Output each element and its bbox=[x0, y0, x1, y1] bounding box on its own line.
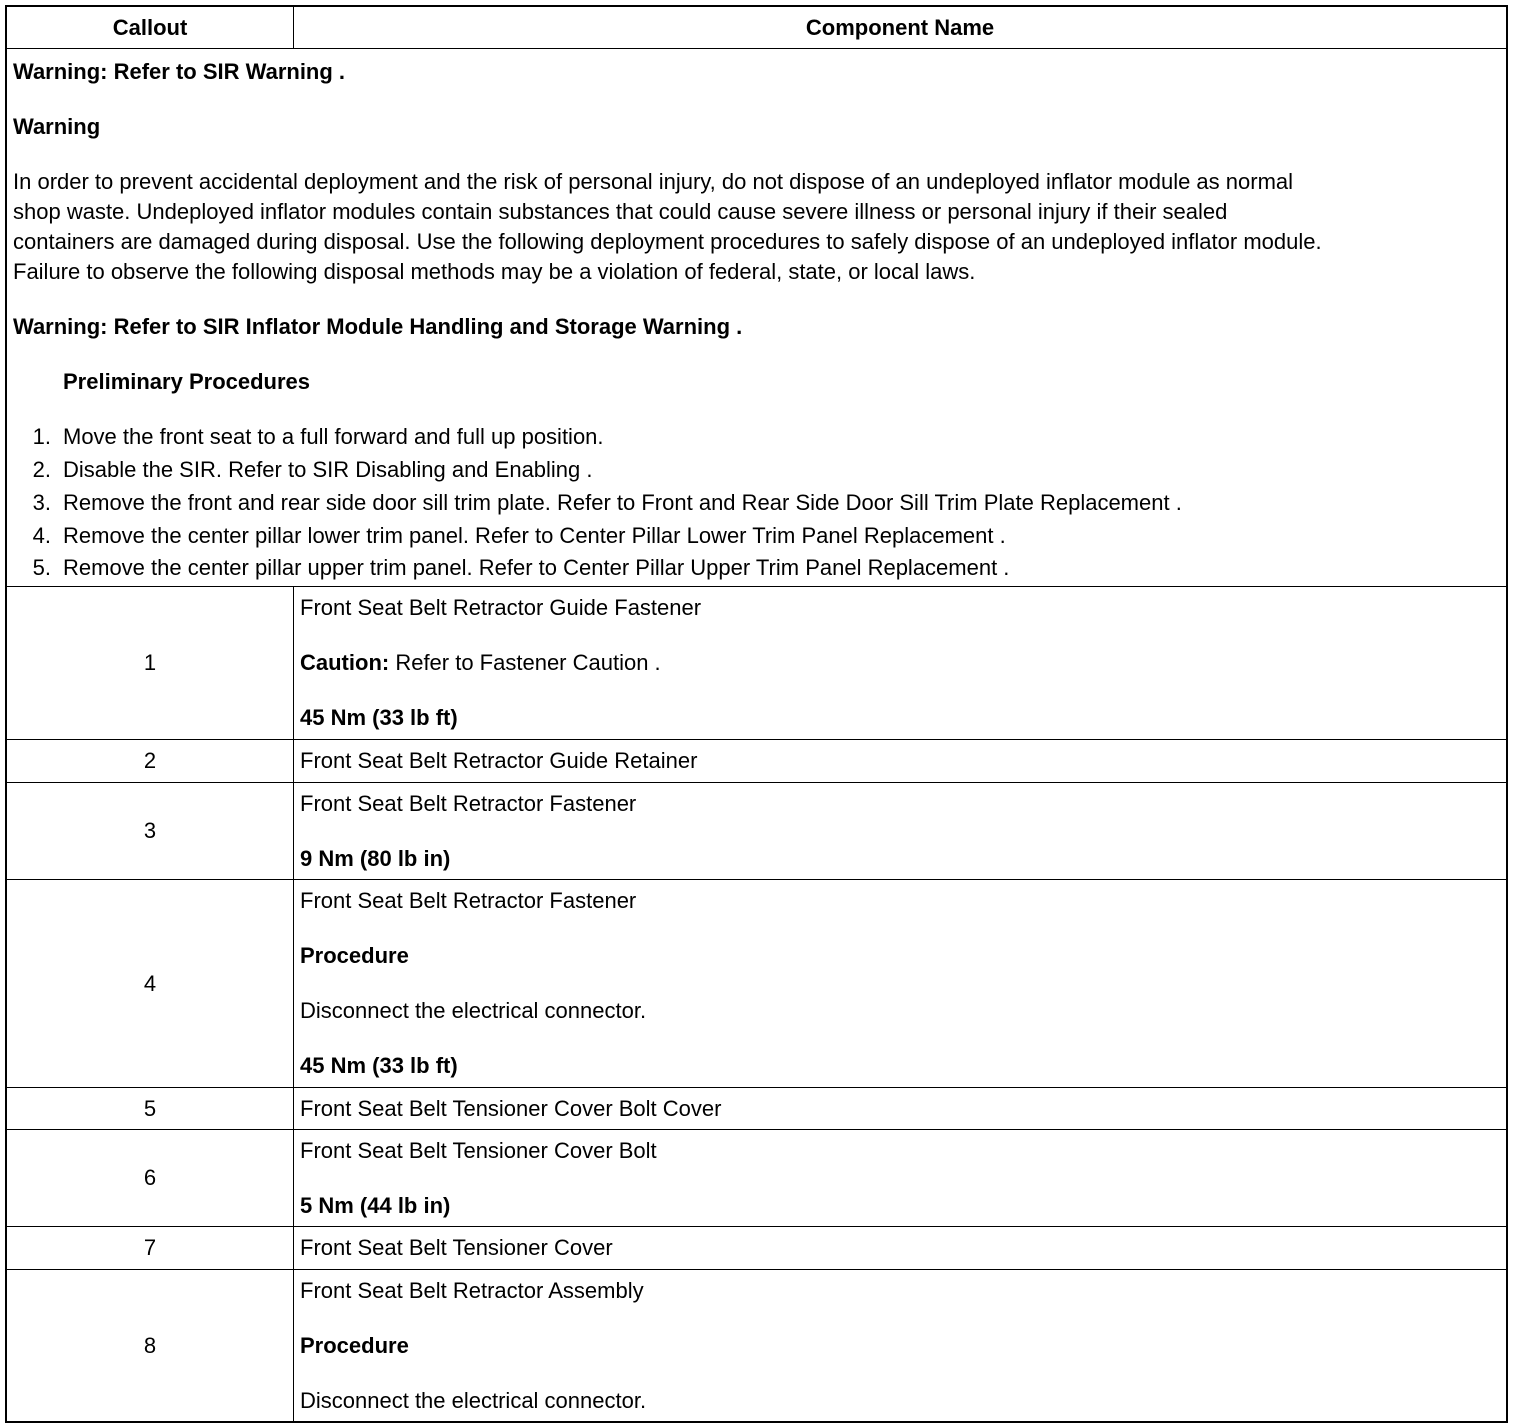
callout-cell: 2 bbox=[7, 740, 294, 782]
torque-spec: 45 Nm (33 lb ft) bbox=[300, 1053, 458, 1078]
warning-body-line: shop waste. Undeployed inflator modules contain substances that could cause severe illness or personal injury if their sealed bbox=[13, 199, 1228, 224]
torque-spec: 45 Nm (33 lb ft) bbox=[300, 705, 458, 730]
component-cell bbox=[294, 1227, 1506, 1269]
table-row bbox=[7, 1270, 1506, 1421]
table-row bbox=[7, 880, 1506, 1088]
step-text: Move the front seat to a full forward and full up position. bbox=[63, 424, 604, 449]
torque-spec: 5 Nm (44 lb in) bbox=[300, 1193, 451, 1218]
step-text: Remove the center pillar upper trim panel. Refer to Center Pillar Upper Trim Panel Replacement . bbox=[63, 555, 1010, 580]
component-name: Front Seat Belt Retractor Assembly bbox=[300, 1278, 644, 1303]
component-cell bbox=[294, 880, 1506, 1087]
preliminary-title: Preliminary Procedures bbox=[63, 369, 311, 394]
component-cell bbox=[294, 1270, 1506, 1421]
component-name: Front Seat Belt Retractor Guide Fastener bbox=[300, 595, 702, 620]
step-number: 1. bbox=[32, 424, 51, 449]
component-cell bbox=[294, 740, 1506, 782]
component-name: Front Seat Belt Tensioner Cover Bolt Cover bbox=[300, 1096, 722, 1121]
component-cell bbox=[294, 1088, 1506, 1129]
component-cell bbox=[294, 1130, 1506, 1226]
torque-spec: 9 Nm (80 lb in) bbox=[300, 846, 451, 871]
callout-cell: 7 bbox=[7, 1227, 294, 1269]
component-name: Front Seat Belt Retractor Fastener bbox=[300, 888, 637, 913]
component-name: Front Seat Belt Tensioner Cover bbox=[300, 1235, 613, 1260]
procedure-label: Procedure bbox=[300, 1333, 409, 1358]
step-text: Remove the center pillar lower trim panel. Refer to Center Pillar Lower Trim Panel Replacement . bbox=[63, 523, 1006, 548]
warning-inflator: Warning: Refer to SIR Inflator Module Handling and Storage Warning . bbox=[13, 314, 743, 339]
component-cell bbox=[294, 783, 1506, 879]
step-number: 3. bbox=[32, 490, 51, 515]
step-number: 4. bbox=[32, 523, 51, 548]
table-row bbox=[7, 783, 1506, 880]
warning-sir: Warning: Refer to SIR Warning . bbox=[13, 59, 346, 84]
intro-block bbox=[7, 49, 1506, 587]
caution-label: Caution: bbox=[300, 650, 390, 675]
step-number: 2. bbox=[32, 457, 51, 482]
component-name-header: Component Name bbox=[805, 14, 995, 40]
step-text: Disable the SIR. Refer to SIR Disabling and Enabling . bbox=[63, 457, 593, 482]
callout-cell: 3 bbox=[7, 783, 294, 879]
warning-body-line: containers are damaged during disposal. Use the following deployment procedures to safely dispose of an undeployed inflator module. bbox=[13, 229, 1322, 254]
procedure-text: Disconnect the electrical connector. bbox=[300, 998, 647, 1023]
component-name: Front Seat Belt Tensioner Cover Bolt bbox=[300, 1138, 657, 1163]
procedure-text: Disconnect the electrical connector. bbox=[300, 1388, 647, 1413]
table-row bbox=[7, 1130, 1506, 1227]
table-row bbox=[7, 587, 1506, 740]
component-name: Front Seat Belt Retractor Guide Retainer bbox=[300, 748, 698, 773]
table-row bbox=[7, 740, 1506, 783]
caution-text: Refer to Fastener Caution . bbox=[389, 650, 661, 675]
callout-cell: 5 bbox=[7, 1088, 294, 1129]
table-row bbox=[7, 1227, 1506, 1270]
callout-cell: 8 bbox=[7, 1270, 294, 1421]
warning-body-line: In order to prevent accidental deployment and the risk of personal injury, do not dispose of an undeployed inflator module as normal bbox=[13, 169, 1294, 194]
procedure-label: Procedure bbox=[300, 943, 409, 968]
step-number: 5. bbox=[32, 555, 51, 580]
callout-cell: 6 bbox=[7, 1130, 294, 1226]
callout-cell: 1 bbox=[7, 587, 294, 739]
component-name: Front Seat Belt Retractor Fastener bbox=[300, 791, 637, 816]
table-header bbox=[7, 7, 1506, 49]
component-cell bbox=[294, 587, 1506, 739]
callout-header: Callout bbox=[7, 7, 294, 48]
warning-body-line: Failure to observe the following disposal methods may be a violation of federal, state, or local laws. bbox=[13, 259, 976, 284]
table-row bbox=[7, 1088, 1506, 1130]
warning-title: Warning bbox=[13, 114, 101, 139]
callout-cell: 4 bbox=[7, 880, 294, 1087]
caution-line bbox=[300, 650, 661, 676]
component-table bbox=[5, 5, 1508, 1423]
step-text: Remove the front and rear side door sill trim plate. Refer to Front and Rear Side Door Sill Trim Plate Replacement . bbox=[63, 490, 1182, 515]
